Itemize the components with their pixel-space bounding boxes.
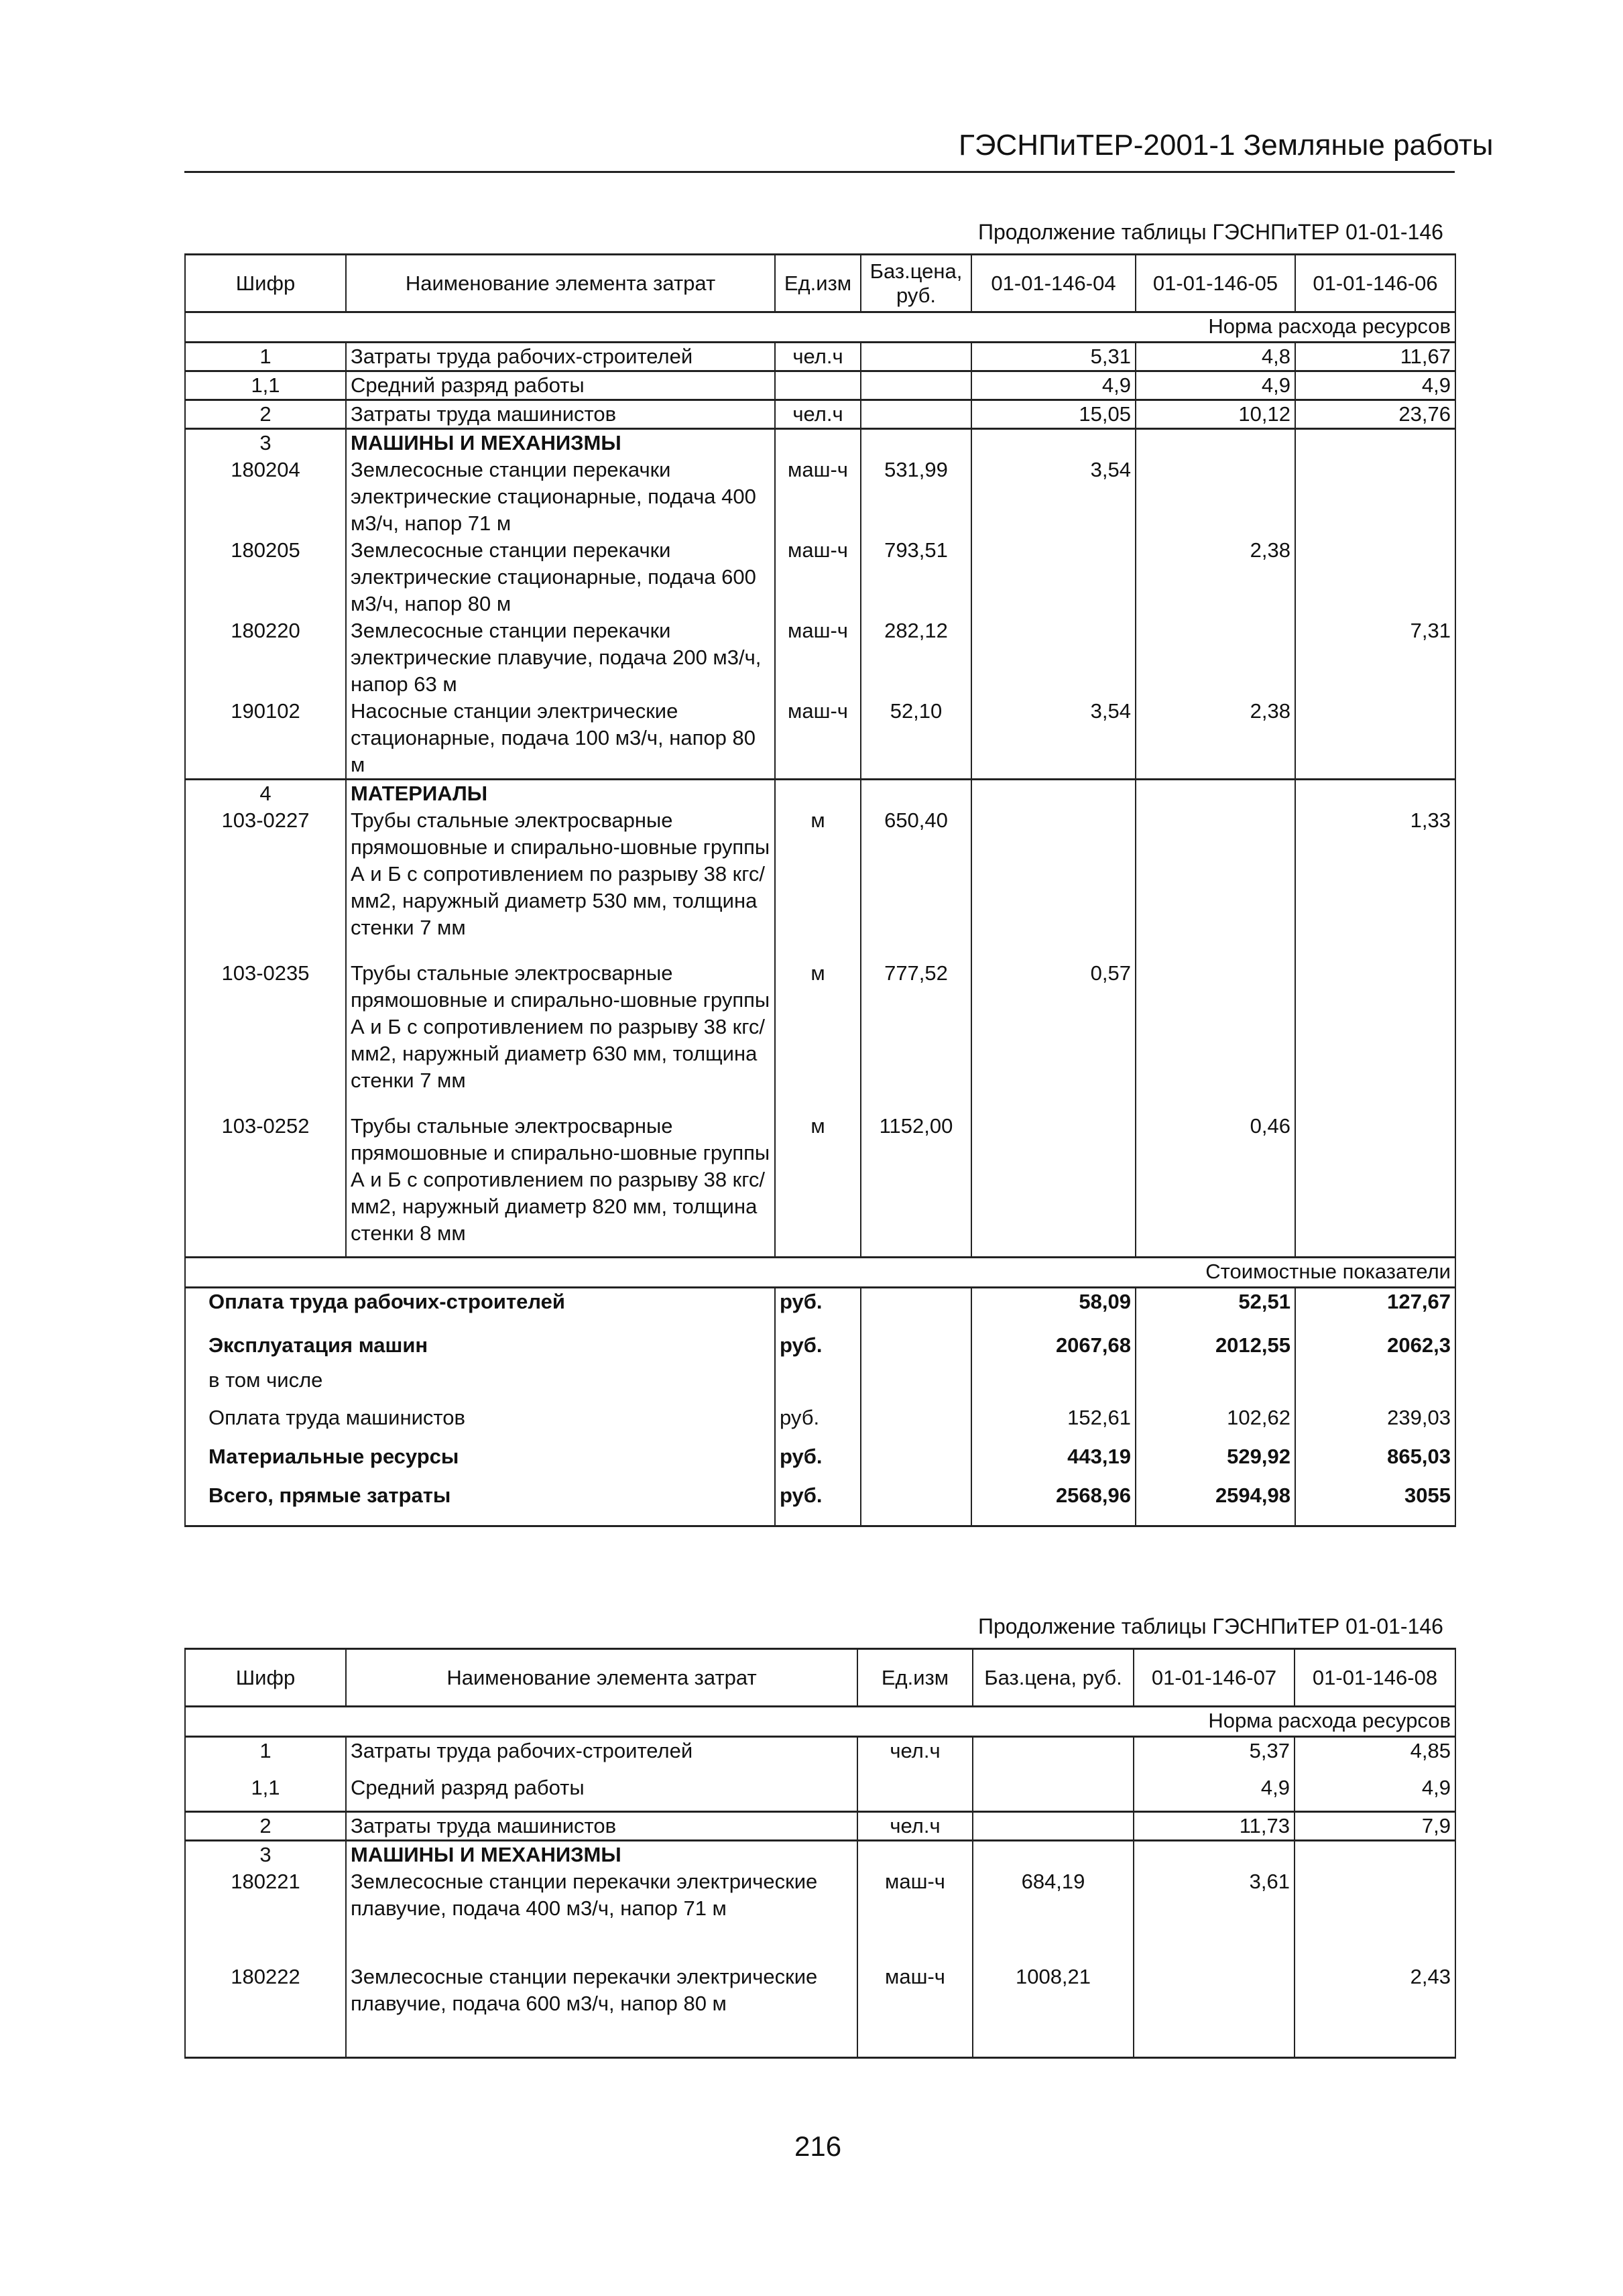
cell-code: 1,1 [185, 371, 346, 400]
cell-price: 1008,21 [973, 1963, 1134, 2057]
cell-code: 1 [185, 1737, 346, 1774]
cell-v1 [971, 537, 1136, 617]
cell-code: 1,1 [185, 1774, 346, 1812]
cell-name: Землесосные станции перекачки электрические плавучие, подача 200 м3/ч, напор 63 м [346, 617, 775, 698]
cell-name: Землесосные станции перекачки электрические плавучие, подача 400 м3/ч, напор 71 м [346, 1868, 857, 1963]
table-row [185, 941, 1455, 1094]
cell-code: 2 [185, 400, 346, 429]
cost-v2: 2594,98 [1136, 1482, 1295, 1526]
cell-v2: 7,9 [1295, 1812, 1455, 1841]
cell-price [973, 1737, 1134, 1774]
cell-price [861, 371, 971, 400]
cell-code: 103-0227 [185, 807, 346, 941]
cell-v2: 4,85 [1295, 1737, 1455, 1774]
header-rule [184, 171, 1455, 173]
cell-v2: 4,9 [1136, 371, 1295, 400]
cell-v3 [1295, 941, 1455, 1094]
cell-code: 190102 [185, 698, 346, 780]
cell-name: Затраты труда рабочих-строителей [346, 1737, 857, 1774]
col-name-header: Наименование элемента затрат [346, 1649, 857, 1707]
cost-row [185, 1404, 1455, 1443]
cell-name: Затраты труда рабочих-строителей [346, 343, 775, 371]
cell-name: Средний разряд работы [346, 1774, 857, 1812]
cost-unit: руб. [775, 1288, 861, 1332]
cell-unit: м [775, 807, 861, 941]
section-title: МАТЕРИАЛЫ [346, 780, 775, 808]
cell-unit: чел.ч [857, 1737, 973, 1774]
table-row [185, 1812, 1455, 1841]
cost-v2: 102,62 [1136, 1404, 1295, 1443]
col-v2-header: 01-01-146-05 [1136, 255, 1295, 312]
cell-v1: 3,54 [971, 457, 1136, 537]
cell-v2: 0,46 [1136, 1094, 1295, 1258]
cost-v2: 52,51 [1136, 1288, 1295, 1332]
cell-unit: чел.ч [857, 1812, 973, 1841]
cell-code: 180221 [185, 1868, 346, 1963]
cell-name: Затраты труда машинистов [346, 1812, 857, 1841]
cell-v2 [1136, 941, 1295, 1094]
col-unit-header: Ед.изм [857, 1649, 973, 1707]
cost-row [185, 1288, 1455, 1332]
col-price-header: Баз.цена, руб. [973, 1649, 1134, 1707]
cell-unit: маш-ч [857, 1963, 973, 2057]
cell-code: 103-0235 [185, 941, 346, 1094]
cost-v1: 443,19 [971, 1443, 1136, 1482]
cell-code: 3 [185, 1841, 346, 1869]
running-header: ГЭСНПиТЕР-2001-1 Земляные работы [959, 129, 1494, 162]
cell-price [861, 343, 971, 371]
cell-price: 52,10 [861, 698, 971, 780]
cell-name: Трубы стальные электросварные прямошовные и спирально-шовные группы А и Б с сопротивлением по разрыву 38 кгс/мм2, наружный диаметр 530 мм, толщина стенки 7 мм [346, 807, 775, 941]
cell-unit [775, 371, 861, 400]
cost-unit: руб. [775, 1404, 861, 1443]
cost-label: Стоимостные показатели [185, 1258, 1455, 1288]
cell-name: Землесосные станции перекачки электрические стационарные, подача 400 м3/ч, напор 71 м [346, 457, 775, 537]
cost-name: Эксплуатация машин [185, 1332, 775, 1367]
cell-v2: 10,12 [1136, 400, 1295, 429]
col-price-header: Баз.цена, руб. [861, 255, 971, 312]
cost-name: Оплата труда рабочих-строителей [185, 1288, 775, 1332]
table-row [185, 1963, 1455, 2057]
cell-code: 1 [185, 343, 346, 371]
cell-v2 [1136, 807, 1295, 941]
table-row [185, 457, 1455, 537]
cell-price [861, 400, 971, 429]
cell-v1 [971, 617, 1136, 698]
cell-price: 650,40 [861, 807, 971, 941]
table2 [184, 1648, 1456, 2059]
cell-v3: 1,33 [1295, 807, 1455, 941]
cell-code: 2 [185, 1812, 346, 1841]
cost-v1: 2067,68 [971, 1332, 1136, 1367]
cost-row [185, 1332, 1455, 1367]
table1-header-row [185, 255, 1455, 312]
cell-code: 180204 [185, 457, 346, 537]
table2-caption: Продолжение таблицы ГЭСНПиТЕР 01-01-146 [978, 1614, 1443, 1638]
cell-v3: 23,76 [1295, 400, 1455, 429]
table-row [185, 1868, 1455, 1963]
table-row [185, 400, 1455, 429]
cell-price [973, 1812, 1134, 1841]
table-row [185, 1094, 1455, 1258]
cell-name: Средний разряд работы [346, 371, 775, 400]
cell-v2: 2,43 [1295, 1963, 1455, 2057]
section-title: МАШИНЫ И МЕХАНИЗМЫ [346, 1841, 857, 1869]
table1 [184, 253, 1456, 1527]
table-row [185, 617, 1455, 698]
cost-row [185, 1482, 1455, 1526]
section-row [185, 780, 1455, 808]
cell-v3 [1295, 537, 1455, 617]
cell-name: Трубы стальные электросварные прямошовные и спирально-шовные группы А и Б с сопротивлением по разрыву 38 кгс/мм2, наружный диаметр 820 мм, толщина стенки 8 мм [346, 1094, 775, 1258]
cell-code: 180222 [185, 1963, 346, 2057]
cell-v1: 4,9 [971, 371, 1136, 400]
norm-label: Норма расхода ресурсов [185, 1707, 1455, 1737]
cell-unit: м [775, 1094, 861, 1258]
table-row [185, 343, 1455, 371]
cell-v3 [1295, 1094, 1455, 1258]
cost-v1: 58,09 [971, 1288, 1136, 1332]
cell-unit: м [775, 941, 861, 1094]
cost-v3: 3055 [1295, 1482, 1455, 1526]
cost-v3: 239,03 [1295, 1404, 1455, 1443]
cell-unit: маш-ч [857, 1868, 973, 1963]
cell-v1 [971, 1094, 1136, 1258]
cell-price: 684,19 [973, 1868, 1134, 1963]
cell-name: Насосные станции электрические стационарные, подача 100 м3/ч, напор 80 м [346, 698, 775, 780]
cell-price: 777,52 [861, 941, 971, 1094]
cell-v1: 11,73 [1134, 1812, 1295, 1841]
col-v1-header: 01-01-146-07 [1134, 1649, 1295, 1707]
cost-v3: 865,03 [1295, 1443, 1455, 1482]
cost-unit: руб. [775, 1443, 861, 1482]
cell-unit: маш-ч [775, 698, 861, 780]
cell-v3: 11,67 [1295, 343, 1455, 371]
section-title: МАШИНЫ И МЕХАНИЗМЫ [346, 429, 775, 457]
cost-row [185, 1367, 1455, 1404]
cell-price: 1152,00 [861, 1094, 971, 1258]
cost-row [185, 1443, 1455, 1482]
cell-code: 180205 [185, 537, 346, 617]
cost-v3: 2062,3 [1295, 1332, 1455, 1367]
cell-v1 [1134, 1963, 1295, 2057]
section-row [185, 429, 1455, 457]
norm-label: Норма расхода ресурсов [185, 312, 1455, 343]
cell-code: 3 [185, 429, 346, 457]
col-name-header: Наименование элемента затрат [346, 255, 775, 312]
page-number: 216 [794, 2130, 842, 2162]
col-v1-header: 01-01-146-04 [971, 255, 1136, 312]
table-row [185, 1774, 1455, 1812]
cell-code: 180220 [185, 617, 346, 698]
cell-price [973, 1774, 1134, 1812]
table2-norm-row [185, 1707, 1455, 1737]
col-unit-header: Ед.изм [775, 255, 861, 312]
table2-header-row [185, 1649, 1455, 1707]
cell-v2 [1136, 617, 1295, 698]
cell-price: 793,51 [861, 537, 971, 617]
cell-name: Землесосные станции перекачки электрические плавучие, подача 600 м3/ч, напор 80 м [346, 1963, 857, 2057]
cost-name: в том числе [185, 1367, 775, 1404]
table-row [185, 371, 1455, 400]
section-row [185, 1841, 1455, 1869]
cell-v2: 4,8 [1136, 343, 1295, 371]
table-row [185, 1737, 1455, 1774]
table1-caption: Продолжение таблицы ГЭСНПиТЕР 01-01-146 [978, 220, 1443, 244]
cell-unit: чел.ч [775, 343, 861, 371]
cell-name: Трубы стальные электросварные прямошовные и спирально-шовные группы А и Б с сопротивлением по разрыву 38 кгс/мм2, наружный диаметр 630 мм, толщина стенки 7 мм [346, 941, 775, 1094]
cell-v2: 2,38 [1136, 537, 1295, 617]
cell-v1: 3,61 [1134, 1868, 1295, 1963]
cost-name: Всего, прямые затраты [185, 1482, 775, 1526]
cell-v2: 2,38 [1136, 698, 1295, 780]
cell-price: 531,99 [861, 457, 971, 537]
cost-name: Оплата труда машинистов [185, 1404, 775, 1443]
cost-v3: 127,67 [1295, 1288, 1455, 1332]
cell-v1: 4,9 [1134, 1774, 1295, 1812]
cost-v2: 2012,55 [1136, 1332, 1295, 1367]
cost-unit: руб. [775, 1332, 861, 1367]
cell-code: 103-0252 [185, 1094, 346, 1258]
cell-v2 [1295, 1868, 1455, 1963]
cell-unit: маш-ч [775, 617, 861, 698]
cost-v2: 529,92 [1136, 1443, 1295, 1482]
cell-v1: 5,31 [971, 343, 1136, 371]
col-code-header: Шифр [185, 1649, 346, 1707]
cost-v1: 152,61 [971, 1404, 1136, 1443]
table-row [185, 698, 1455, 780]
table1-norm-row [185, 312, 1455, 343]
cell-v1 [971, 807, 1136, 941]
cost-v1: 2568,96 [971, 1482, 1136, 1526]
table-row [185, 537, 1455, 617]
col-code-header: Шифр [185, 255, 346, 312]
cell-price: 282,12 [861, 617, 971, 698]
cell-unit: маш-ч [775, 457, 861, 537]
cell-name: Затраты труда машинистов [346, 400, 775, 429]
col-v2-header: 01-01-146-08 [1295, 1649, 1455, 1707]
cell-v3 [1295, 698, 1455, 780]
cell-v3: 4,9 [1295, 371, 1455, 400]
cell-unit: маш-ч [775, 537, 861, 617]
cell-v1: 3,54 [971, 698, 1136, 780]
cell-v3 [1295, 457, 1455, 537]
cell-v3: 7,31 [1295, 617, 1455, 698]
cell-v2 [1136, 457, 1295, 537]
cell-v1: 5,37 [1134, 1737, 1295, 1774]
cell-name: Землесосные станции перекачки электрические стационарные, подача 600 м3/ч, напор 80 м [346, 537, 775, 617]
cell-v1: 0,57 [971, 941, 1136, 1094]
cell-v1: 15,05 [971, 400, 1136, 429]
table-row [185, 807, 1455, 941]
cost-name: Материальные ресурсы [185, 1443, 775, 1482]
cost-unit: руб. [775, 1482, 861, 1526]
cell-code: 4 [185, 780, 346, 808]
table1-cost-label-row [185, 1258, 1455, 1288]
cell-v2: 4,9 [1295, 1774, 1455, 1812]
col-v3-header: 01-01-146-06 [1295, 255, 1455, 312]
cell-unit [857, 1774, 973, 1812]
cell-unit: чел.ч [775, 400, 861, 429]
